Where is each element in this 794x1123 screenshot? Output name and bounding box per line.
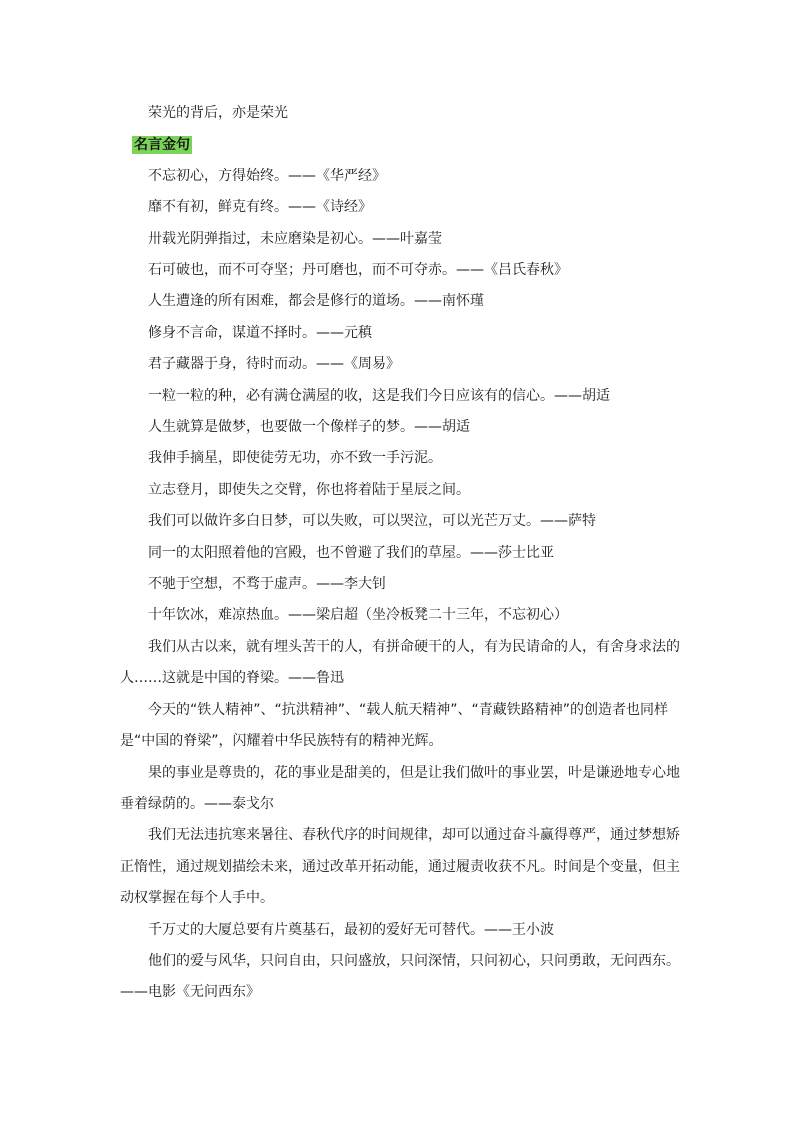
quote-line: 不忘初心，方得始终。——《华严经》	[148, 167, 386, 184]
quote-line: 立志登月，即使失之交臂，你也将着陆于星辰之间。	[148, 481, 470, 498]
quote-line: 君子藏器于身，待时而动。——《周易》	[148, 356, 400, 373]
section-heading: 名言金句	[134, 137, 190, 154]
quote-line: 我们可以做许多白日梦，可以失败，可以哭泣，可以光芒万丈。——萨特	[148, 513, 596, 530]
paragraph-line: 动权掌握在每个人手中。	[120, 890, 274, 907]
paragraph-line: 是“中国的脊梁”，闪耀着中华民族特有的精神光辉。	[120, 733, 443, 750]
quote-line: 靡不有初，鲜克有终。——《诗经》	[148, 199, 372, 216]
subtitle: 荣光的背后，亦是荣光	[148, 105, 288, 121]
quote-line: 千万丈的大厦总要有片奠基石，最初的爱好无可替代。——王小波	[148, 921, 554, 938]
paragraph-line: 人……这就是中国的脊梁。——鲁迅	[120, 670, 344, 687]
quote-line: 人生遭逢的所有困难，都会是修行的道场。——南怀瑾	[148, 293, 484, 310]
quote-line: 石可破也，而不可夺坚；丹可磨也，而不可夺赤。——《吕氏春秋》	[148, 262, 568, 279]
paragraph-line: 垂着绿荫的。——泰戈尔	[120, 795, 274, 812]
quote-line: 我伸手摘星，即使徒劳无功，亦不致一手污泥。	[148, 450, 442, 467]
quote-line: 修身不言命，谋道不择时。——元稹	[148, 324, 372, 341]
quote-line: 卅载光阴弹指过，未应磨染是初心。——叶嘉莹	[148, 230, 442, 247]
quote-line: 不驰于空想，不骛于虚声。——李大钊	[148, 576, 386, 593]
paragraph-film	[120, 946, 690, 1009]
paragraph-tagore	[120, 758, 690, 821]
quote-line: 一粒一粒的种，必有满仓满屋的收，这是我们今日应该有的信心。——胡适	[148, 387, 610, 404]
paragraph-line: 他们的爱与风华，只问自由，只问盛放，只问深情，只问初心，只问勇敢，无问西东。	[148, 952, 680, 969]
paragraph-time	[120, 820, 690, 914]
paragraph-line: 今天的“铁人精神”、“抗洪精神”、“载人航天精神”、“青藏铁路精神”的创造者也同样	[148, 701, 669, 718]
paragraph-line: ——电影《无问西东》	[120, 984, 260, 1001]
section-heading-row	[120, 129, 690, 160]
paragraph-line: 我们从古以来，就有埋头苦干的人，有拼命硬干的人，有为民请命的人，有舍身求法的	[148, 638, 680, 655]
quote-line: 同一的太阳照着他的宫殿，也不曾避了我们的草屋。——莎士比亚	[148, 544, 554, 561]
document-body	[120, 98, 690, 1009]
paragraph-line: 我们无法违抗寒来暑往、春秋代序的时间规律，却可以通过奋斗赢得尊严，通过梦想矫	[148, 827, 680, 844]
paragraph-line: 正惰性，通过规划描绘未来，通过改革开拓动能，通过履责收获不凡。时间是个变量，但主	[120, 858, 680, 875]
paragraph-line: 果的事业是尊贵的，花的事业是甜美的，但是让我们做叶的事业罢，叶是谦逊地专心地	[148, 764, 680, 781]
quote-line: 十年饮冰，难凉热血。——梁启超（坐冷板凳二十三年，不忘初心）	[148, 607, 568, 624]
paragraph-spirit	[120, 695, 690, 758]
paragraph-luxun	[120, 632, 690, 695]
quote-line: 人生就算是做梦，也要做一个像样子的梦。——胡适	[148, 419, 470, 436]
